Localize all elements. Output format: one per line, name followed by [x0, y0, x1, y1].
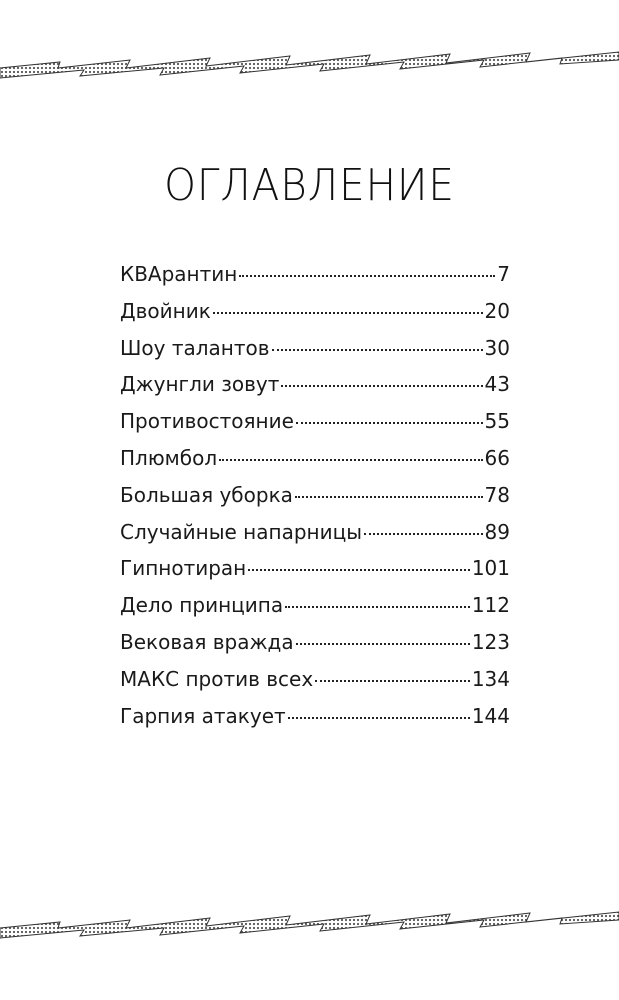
dot-leader — [239, 275, 495, 277]
toc-entry-page: 20 — [484, 298, 510, 323]
bottom-lightning-band — [0, 890, 619, 950]
top-lightning-band — [0, 38, 619, 98]
toc-entry — [120, 698, 510, 735]
dot-leader — [281, 385, 482, 387]
toc-entry-title: Большая уборка — [120, 482, 293, 507]
toc-entry-page: 55 — [484, 409, 510, 434]
toc-entry — [120, 330, 510, 367]
toc-entry — [120, 440, 510, 477]
dot-leader — [219, 459, 482, 461]
toc-entry — [120, 256, 510, 293]
toc-entry-title: Шоу талантов — [120, 335, 270, 360]
dot-leader — [315, 680, 470, 682]
toc-entry-page: 89 — [484, 519, 510, 544]
toc-entry-title: Вековая вражда — [120, 629, 294, 654]
toc-entry-title: Гарпия атакует — [120, 703, 286, 728]
dot-leader — [295, 496, 483, 498]
toc-entry-title: Дело принципа — [120, 593, 284, 618]
toc-entry-title: Случайные напарницы — [120, 519, 363, 544]
toc-entry-page: 101 — [471, 556, 510, 581]
dot-leader — [288, 717, 470, 719]
toc-entry-page: 144 — [471, 703, 510, 728]
toc-entry-page: 78 — [484, 482, 510, 507]
toc-entry — [120, 550, 510, 587]
toc-entry-title: Двойник — [120, 298, 211, 323]
dot-leader — [296, 422, 483, 424]
dot-leader — [296, 643, 470, 645]
dot-leader — [248, 569, 470, 571]
table-of-contents — [120, 256, 510, 734]
toc-entry — [120, 366, 510, 403]
dot-leader — [213, 312, 483, 314]
toc-entry-page: 7 — [497, 262, 510, 286]
page-title: ОГЛАВЛЕНИЕ — [164, 160, 455, 211]
toc-entry-page: 30 — [484, 335, 510, 360]
toc-entry-title: Противостояние — [120, 409, 294, 434]
toc-entry — [120, 477, 510, 514]
toc-entry — [120, 293, 510, 330]
toc-entry-title: Джунгли зовут — [120, 372, 280, 397]
toc-entry — [120, 661, 510, 698]
toc-entry-page: 43 — [484, 372, 510, 397]
toc-entry — [120, 587, 510, 624]
toc-entry-title: МАКС против всех — [120, 666, 314, 691]
toc-entry-page: 112 — [471, 593, 510, 618]
dot-leader — [272, 349, 483, 351]
toc-entry — [120, 624, 510, 661]
toc-entry — [120, 514, 510, 551]
toc-entry-page: 66 — [484, 445, 510, 470]
dot-leader — [364, 533, 483, 535]
toc-entry-title: Гипнотиран — [120, 556, 247, 581]
toc-entry-title: Плюмбол — [120, 445, 218, 470]
toc-entry — [120, 403, 510, 440]
toc-entry-page: 134 — [471, 666, 510, 691]
dot-leader — [285, 606, 470, 608]
toc-entry-page: 123 — [471, 629, 510, 654]
toc-entry-title: КВАрантин — [120, 262, 238, 286]
